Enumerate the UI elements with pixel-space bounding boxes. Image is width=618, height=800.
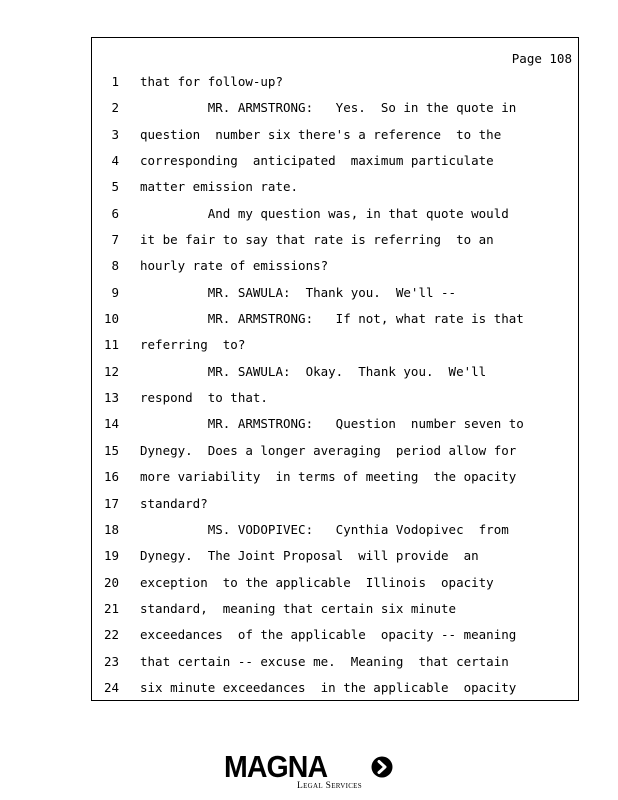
line-number: 24	[103, 679, 119, 695]
transcript-line	[92, 177, 578, 203]
line-text: that for follow-up?	[140, 74, 283, 89]
line-number: 19	[103, 548, 119, 564]
line-text: Dynegy. The Joint Proposal will provide an	[140, 548, 479, 564]
line-number: 20	[103, 574, 119, 590]
logo-tagline: Legal Services	[297, 781, 362, 791]
magna-logo	[224, 750, 396, 794]
logo-wordmark: MAGNA	[224, 749, 328, 784]
line-text: exceedances of the applicable opacity -- meaning	[140, 627, 517, 643]
transcript-lines	[92, 72, 578, 704]
line-number: 8	[111, 258, 119, 274]
line-number: 9	[111, 284, 119, 300]
transcript-line	[92, 283, 578, 309]
transcript-line	[92, 546, 578, 572]
line-text: standard?	[140, 495, 208, 511]
line-number: 4	[111, 153, 119, 169]
line-text: And my question was, in that quote would	[140, 205, 509, 221]
line-number: 7	[111, 232, 119, 248]
line-text: more variability in terms of meeting the opacity	[140, 469, 517, 485]
line-number: 23	[103, 653, 119, 669]
transcript-line	[92, 151, 578, 177]
transcript-line	[92, 230, 578, 256]
line-text: corresponding anticipated maximum particulate	[140, 153, 494, 169]
line-number: 2	[111, 100, 119, 116]
transcript-line	[92, 520, 578, 546]
line-number: 17	[103, 495, 119, 511]
transcript-line	[92, 388, 578, 414]
transcript-line	[92, 573, 578, 599]
line-text: standard, meaning that certain six minute	[140, 600, 457, 616]
transcript-line	[92, 72, 578, 98]
transcript-line	[92, 125, 578, 151]
transcript-line	[92, 678, 578, 704]
line-text: hourly rate of emissions?	[140, 258, 329, 274]
line-text: MR. ARMSTRONG: If not, what rate is that	[140, 311, 524, 327]
line-number: 3	[111, 126, 119, 142]
line-text: respond to that.	[140, 390, 268, 406]
line-number: 16	[103, 469, 119, 485]
line-text: matter emission rate.	[140, 179, 299, 195]
transcript-line	[92, 414, 578, 440]
line-text: Dynegy. Does a longer averaging period allow for	[140, 442, 517, 458]
line-number: 18	[103, 521, 119, 537]
page-number: Page 108	[511, 51, 572, 66]
transcript-line	[92, 335, 578, 361]
line-text: that certain -- excuse me. Meaning that certain	[140, 653, 509, 669]
line-number: 21	[103, 600, 119, 616]
transcript-line	[92, 204, 578, 230]
line-number: 12	[103, 363, 119, 379]
transcript-line	[92, 599, 578, 625]
transcript-line	[92, 441, 578, 467]
transcript-line	[92, 652, 578, 678]
line-number: 13	[103, 390, 119, 406]
line-text: MR. ARMSTRONG: Yes. So in the quote in	[140, 100, 517, 116]
line-number: 22	[103, 627, 119, 643]
line-number: 5	[111, 179, 119, 195]
line-number: 11	[103, 337, 119, 353]
line-text: MR. SAWULA: Okay. Thank you. We'll	[140, 363, 487, 379]
transcript-line	[92, 362, 578, 388]
transcript-page	[91, 37, 579, 701]
transcript-line	[92, 467, 578, 493]
transcript-line	[92, 494, 578, 520]
line-text: MS. VODOPIVEC: Cynthia Vodopivec from	[140, 521, 509, 537]
line-text: it be fair to say that rate is referring to an	[140, 232, 494, 248]
line-text: MR. SAWULA: Thank you. We'll --	[140, 284, 457, 300]
line-text: exception to the applicable Illinois opacity	[140, 574, 494, 590]
chevron-circle-icon	[371, 756, 393, 778]
line-number: 1	[111, 74, 119, 89]
line-number: 15	[103, 442, 119, 458]
transcript-line	[92, 256, 578, 282]
line-text: MR. ARMSTRONG: Question number seven to	[140, 416, 524, 432]
transcript-line	[92, 98, 578, 124]
line-text: question number six there's a reference to the	[140, 126, 502, 142]
transcript-line	[92, 625, 578, 651]
line-number: 6	[111, 205, 119, 221]
line-number: 14	[103, 416, 119, 432]
line-text: referring to?	[140, 337, 246, 353]
line-text: six minute exceedances in the applicable opacity	[140, 679, 517, 695]
line-number: 10	[103, 311, 119, 327]
transcript-line	[92, 309, 578, 335]
